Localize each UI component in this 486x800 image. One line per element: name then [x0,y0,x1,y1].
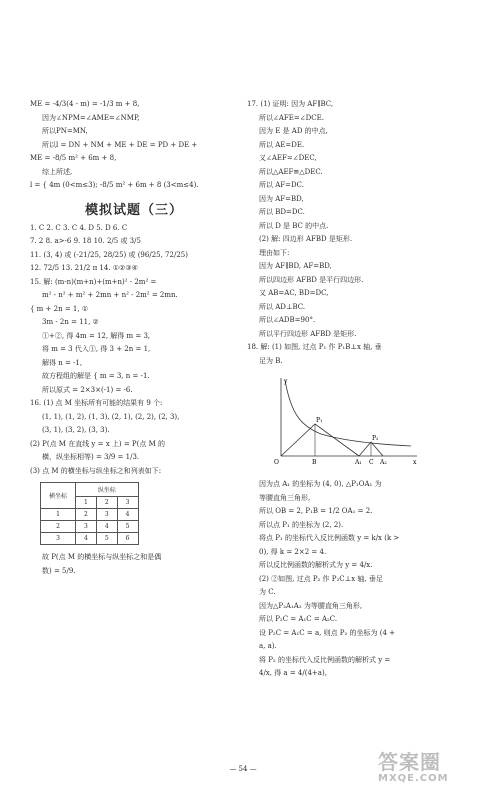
text-line: 将点 P₁ 的坐标代入反比例函数 y = k/x (k > [259,534,400,542]
sum-table [40,482,139,545]
label-o: O [274,459,279,466]
table-cell: 5 [96,533,117,545]
text-line: 所以 BD=DC. [259,208,305,216]
text-line: 所以 P₂C = A₁C = A₂C. [259,615,338,623]
text-line: 因为点 A₁ 的坐标为 (4, 0), △P₁OA₁ 为 [259,480,382,488]
table-row-label: 2 [41,521,76,533]
function-figure [271,374,467,470]
table-cell: 3 [96,509,117,521]
page-number: — 54 — [229,765,257,773]
text-line: 所以 AF=DC. [259,181,304,189]
table-col: 3 [117,497,138,509]
table-row-label: 1 [41,509,76,521]
text-line: 设 P₂C = A₁C = a, 则点 P₂ 的坐标为 (4 + [259,628,396,637]
text-line: m² - n² + m² + 2mn + n² - 2m² = 2mn. [42,291,178,299]
text-line: 3m - 2n = 11, ② [42,318,99,326]
text-line: (3) 点 M 的横坐标与纵坐标之和列表如下: [30,466,162,475]
text-line: 等腰直角三角形, [259,493,311,502]
text-line: 数) = 5/9. [42,566,76,575]
text-line: 因为 AF=BD, [259,194,304,203]
text-line: 所以原式 = 2×3×(-1) = -6. [42,385,133,394]
table-cell: 4 [76,533,97,545]
text-line: { m + 2n = 1, ① [30,304,89,313]
text-line: 故方程组的解是 { m = 3, n = -1. [42,372,150,380]
text-line: 所以平行四边形 AFBD 是矩形. [259,329,357,338]
table-cell: 3 [76,521,97,533]
text-line: 足为 B. [259,356,283,365]
text-line: 1. C 2. C 3. C 4. D 5. D 6. C [30,223,128,232]
left-column [30,98,238,578]
text-line: 所以∠AFE=∠DCE. [259,113,324,122]
text-line: (2) 解: 四边形 AFBD 是矩形. [259,235,353,243]
table-row-label: 3 [41,533,76,545]
table-cell: 4 [96,521,117,533]
table-cell: 2 [76,509,97,521]
text-line: 4/x, 得 a = 4/(4+a), [259,669,327,677]
table-cell: 5 [117,521,138,533]
hyperbola-diagram [271,374,421,466]
text-line: 7. 2 8. a>-6 9. 18 10. 2/5 或 3/5 [30,237,141,245]
text-line: a, a). [259,642,277,650]
watermark-url: MXQE.COM [378,773,449,784]
text-line: 为 C. [259,588,276,596]
text-line: ME = -8/5 m² + 6m + 8, [30,154,117,162]
text-line: 17. (1) 证明: 因为 AF∥BC, [247,100,334,108]
label-p1: P₁ [316,417,323,424]
table-header-right: 纵坐标 [76,483,138,497]
text-line: 所以PN=MN, [42,127,88,135]
label-c: C [369,459,374,466]
table-col: 2 [96,497,117,509]
text-line: 故 P(点 M 的横坐标与纵坐标之和是偶 [42,553,162,561]
text-line: 11. (3, 4) 或 (-21/25, 28/25) 或 (96/25, 72/25) [30,250,188,259]
text-line: 18. 解: (1) 如图, 过点 P₁ 作 P₁B⊥x 轴, 垂 [247,343,382,351]
text-line: 综上所述, [42,167,73,176]
watermark-text: 答案圈 [378,750,441,774]
text-line: 因为 AF∥BD, AF=BD, [259,262,332,270]
table-row [41,509,139,521]
text-line: (2) ②如图, 过点 P₂ 作 P₂C⊥x 轴, 垂足 [259,574,383,583]
text-line: 因为∠NPM=∠AME=∠NMP, [42,113,140,122]
hyperbola-curve [285,380,411,446]
text-line: 又 AB=AC, BD=DC, [259,289,329,297]
text-line: 因为 E 是 AD 的中点, [259,127,328,135]
text-line: 因为△P₂A₁A₂ 为等腰直角三角形, [259,601,363,610]
table-row [41,521,139,533]
text-line: l = { 4m (0<m≤3); -8/5 m² + 6m + 8 (3<m≤4). [30,181,199,189]
text-line: 将 m = 3 代入①, 得 3 + 2n = 1, [42,345,151,353]
label-a1: A₁ [355,459,362,466]
text-line: 所以反比例函数的解析式为 y = 4/x. [259,561,373,569]
text-line: 理由如下: [259,248,290,257]
text-line: (2) P(点 M 在直线 y = x 上) = P(点 M 的 [30,439,165,448]
text-line: (1, 1), (1, 2), (1, 3), (2, 1), (2, 2), (2, 3), [42,412,180,421]
text-line: 所以△AEF≌△DEC. [259,167,323,176]
text-line: 0), 得 k = 2×2 = 4. [259,547,327,556]
text-line: 所以四边形 AFBD 是平行四边形. [259,275,364,284]
text-line: 所以∠ADB=90°. [259,316,316,324]
table-row [41,533,139,545]
label-b: B [312,459,317,466]
table-col: 1 [76,497,97,509]
section-title: 模拟试题（三） [84,202,183,218]
label-x: x [413,459,417,466]
text-line: 所以 OB = 2, P₁B = 1/2 OA₁ = 2. [259,507,373,515]
text-line: 所以点 P₁ 的坐标为 (2, 2). [259,520,344,529]
text-line: ①+②, 得 4m = 12, 解得 m = 3, [42,331,151,340]
text-line: ME = -4/3(4 - m) = -1/3 m + 8, [30,100,140,108]
text-line: 所以 AE=DE. [259,140,305,149]
text-line: 所以 D 是 BC 的中点. [259,221,329,230]
text-line: 将 P₂ 的坐标代入反比例函数的解析式 y = [259,655,391,664]
table-cell: 4 [117,509,138,521]
label-a2: A₂ [380,459,387,466]
text-line: 15. 解: (m-n)(m+n)+(m+n)² - 2m² = [30,277,157,286]
label-y: y [284,378,288,385]
right-column [247,98,467,681]
text-line: 横、纵坐标相等) = 3/9 = 1/3. [42,453,140,461]
table-cell: 6 [117,533,138,545]
label-p2: P₂ [372,435,379,442]
text-line: 12. 72/5 13. 21/2 π 14. ①②③④ [30,264,138,272]
table-header-left: 横坐标 [41,483,76,509]
text-line: 解得 n = -1, [42,358,83,367]
text-line: 16. (1) 点 M 坐标所有可能的结果有 9 个: [30,399,163,407]
text-line: (3, 1), (3, 2), (3, 3). [42,426,110,434]
text-line: 所以l = DN + NM + ME + DE = PD + DE + [42,140,198,149]
watermark-logo [378,746,480,792]
text-line: 所以 AD⊥BC. [259,302,306,311]
text-line: 又∠AEF=∠DEC, [259,154,317,162]
